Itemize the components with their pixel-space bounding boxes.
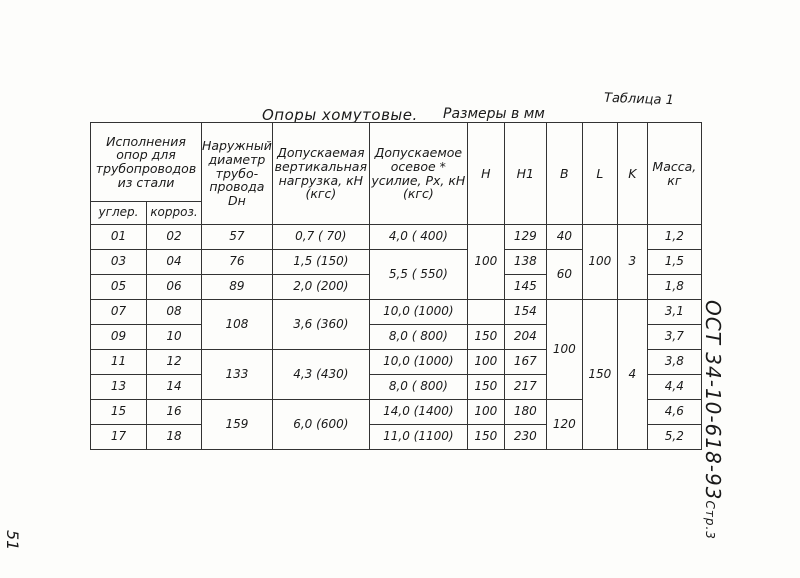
cell-mass: 4,4 <box>647 375 701 400</box>
cell-h: 150 <box>467 325 504 350</box>
col-mass: Масса, кг <box>647 123 701 225</box>
cell-h <box>467 300 504 325</box>
cell-b: 40 <box>546 225 582 250</box>
col-executions: Исполнения опор для трубопроводов из стали <box>91 123 202 202</box>
cell-mass: 1,8 <box>647 275 701 300</box>
cell-h1: 230 <box>504 425 546 450</box>
cell-corrosion: 12 <box>147 350 202 375</box>
table-row <box>91 225 702 250</box>
cell-h1: 145 <box>504 275 546 300</box>
supports-table <box>90 122 702 450</box>
cell-mass: 5,2 <box>647 425 701 450</box>
cell-diameter: 57 <box>202 225 273 250</box>
cell-h1: 129 <box>504 225 546 250</box>
cell-k: 4 <box>617 300 647 450</box>
cell-h1: 204 <box>504 325 546 350</box>
cell-diameter: 89 <box>202 275 273 300</box>
col-l: L <box>582 123 617 225</box>
cell-mass: 3,8 <box>647 350 701 375</box>
cell-carbon: 13 <box>91 375 147 400</box>
header-row <box>91 123 702 202</box>
cell-carbon: 07 <box>91 300 147 325</box>
col-carbon: углер. <box>91 202 147 225</box>
cell-h1: 180 <box>504 400 546 425</box>
col-corrosion: корроз. <box>147 202 202 225</box>
table-number: Таблица 1 <box>603 90 675 109</box>
cell-h1: 138 <box>504 250 546 275</box>
document-page-label: Стр.3 <box>703 500 717 540</box>
cell-corrosion: 16 <box>147 400 202 425</box>
cell-h1: 154 <box>504 300 546 325</box>
cell-corrosion: 14 <box>147 375 202 400</box>
cell-axial-force: 11,0 (1100) <box>369 425 467 450</box>
cell-carbon: 05 <box>91 275 147 300</box>
cell-diameter: 133 <box>202 350 273 400</box>
cell-b: 120 <box>546 400 582 450</box>
cell-vertical-load: 2,0 (200) <box>272 275 369 300</box>
cell-carbon: 03 <box>91 250 147 275</box>
cell-diameter: 108 <box>202 300 273 350</box>
cell-mass: 1,2 <box>647 225 701 250</box>
cell-l: 150 <box>582 300 617 450</box>
cell-mass: 1,5 <box>647 250 701 275</box>
col-b: B <box>546 123 582 225</box>
col-diameter: Наружный диаметр трубо-провода Dн <box>202 123 273 225</box>
cell-vertical-load: 3,6 (360) <box>272 300 369 350</box>
cell-h1: 167 <box>504 350 546 375</box>
cell-axial-force: 4,0 ( 400) <box>369 225 467 250</box>
cell-vertical-load: 6,0 (600) <box>272 400 369 450</box>
document-code-main: ОСТ 34-10-618-93 <box>701 300 725 501</box>
cell-vertical-load: 0,7 ( 70) <box>272 225 369 250</box>
cell-l: 100 <box>582 225 617 300</box>
col-axial-force: Допускаемое осевое * усилие, Px, кН (кгс) <box>369 123 467 225</box>
cell-carbon: 09 <box>91 325 147 350</box>
cell-h: 150 <box>467 375 504 400</box>
cell-axial-force: 10,0 (1000) <box>369 350 467 375</box>
dimension-note: Размеры в мм <box>443 106 545 122</box>
cell-k: 3 <box>617 225 647 300</box>
cell-corrosion: 18 <box>147 425 202 450</box>
cell-carbon: 11 <box>91 350 147 375</box>
cell-mass: 4,6 <box>647 400 701 425</box>
cell-axial-force: 14,0 (1400) <box>369 400 467 425</box>
cell-vertical-load: 1,5 (150) <box>272 250 369 275</box>
cell-diameter: 76 <box>202 250 273 275</box>
cell-axial-force: 10,0 (1000) <box>369 300 467 325</box>
col-vertical-load: Допускаемая вертикальная нагрузка, кН (кгс) <box>272 123 369 225</box>
cell-h: 100 <box>467 350 504 375</box>
cell-carbon: 01 <box>91 225 147 250</box>
page-number: 51 <box>3 530 22 551</box>
cell-axial-force: 8,0 ( 800) <box>369 375 467 400</box>
cell-corrosion: 02 <box>147 225 202 250</box>
cell-b: 60 <box>546 250 582 300</box>
col-k: K <box>617 123 647 225</box>
cell-axial-force: 8,0 ( 800) <box>369 325 467 350</box>
cell-b: 100 <box>546 300 582 400</box>
cell-mass: 3,1 <box>647 300 701 325</box>
cell-corrosion: 04 <box>147 250 202 275</box>
cell-vertical-load: 4,3 (430) <box>272 350 369 400</box>
cell-carbon: 15 <box>91 400 147 425</box>
cell-h: 150 <box>467 425 504 450</box>
cell-corrosion: 06 <box>147 275 202 300</box>
cell-h: 100 <box>467 225 504 300</box>
table-row <box>91 300 702 325</box>
table-title: Опоры хомутовые. <box>262 106 418 124</box>
col-h1: H1 <box>504 123 546 225</box>
cell-h1: 217 <box>504 375 546 400</box>
cell-diameter: 159 <box>202 400 273 450</box>
cell-h: 100 <box>467 400 504 425</box>
col-h: H <box>467 123 504 225</box>
cell-carbon: 17 <box>91 425 147 450</box>
cell-corrosion: 10 <box>147 325 202 350</box>
cell-axial-force: 5,5 ( 550) <box>369 250 467 300</box>
cell-mass: 3,7 <box>647 325 701 350</box>
cell-corrosion: 08 <box>147 300 202 325</box>
document-code <box>701 300 725 540</box>
